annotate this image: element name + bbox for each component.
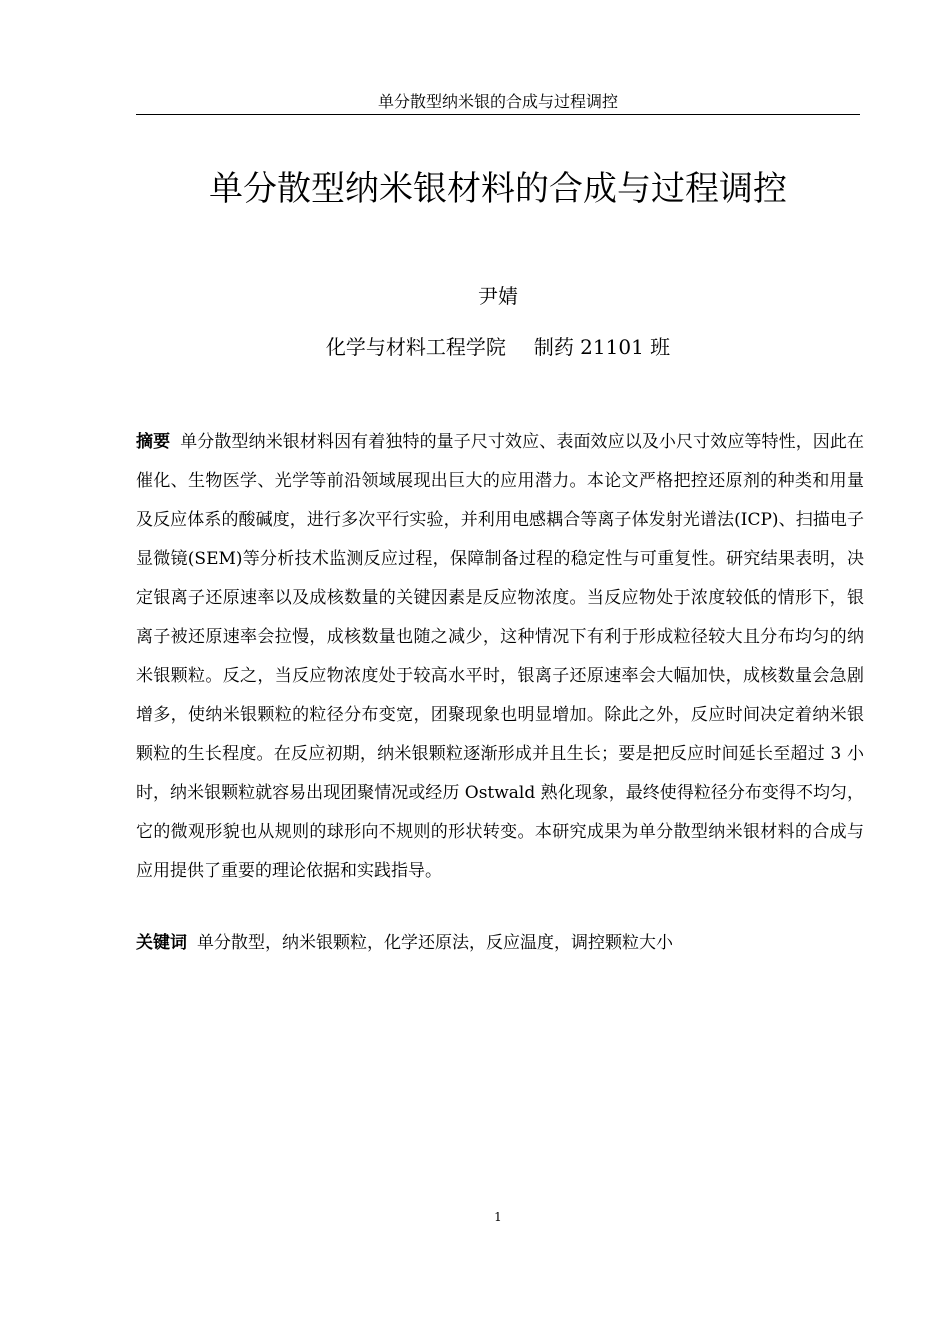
paper-title: 单分散型纳米银材料的合成与过程调控 xyxy=(209,168,787,209)
page-number: 1 xyxy=(494,1210,502,1224)
author-name: 尹婧 xyxy=(478,284,518,308)
keywords-section xyxy=(136,926,864,960)
class-name: 制药 21101 班 xyxy=(533,335,671,359)
affiliation xyxy=(100,332,896,362)
keywords-label: 关键词 xyxy=(136,933,187,953)
abstract-label: 摘要 xyxy=(136,432,171,452)
keywords-text: 单分散型，纳米银颗粒，化学还原法，反应温度，调控颗粒大小 xyxy=(197,933,673,953)
abstract-text: 单分散型纳米银材料因有着独特的量子尺寸效应、表面效应以及小尺寸效应等特性，因此在催化、生物医学、光学等前沿领域展现出巨大的应用潜力。本论文严格把控还原剂的种类和用量及反应体系的酸碱度，进行多次平行实验，并利用电感耦合等离子体发射光谱法(ICP)、扫描电子显微镜(SEM)等分析技术监测反应过程，保障制备过程的稳定性与可重复性。研究结果表明，决定银离子还原速率以及成核数量的关键因素是反应物浓度。当反应物处于浓度较低的情形下，银离子被还原速率会拉慢，成核数量也随之减少，这种情况下有利于形成粒径较大且分布均匀的纳米银颗粒。反之，当反应物浓度处于较高水平时，银离子还原速率会大幅加快，成核数量会急剧增多，使纳米银颗粒的粒径分布变宽，团聚现象也明显增加。除此之外，反应时间决定着纳米银颗粒的生长程度。在反应初期，纳米银颗粒逐渐形成并且生长；要是把反应时间延长至超过 3 小时，纳米银颗粒就容易出现团聚情况或经历 Ostwald 熟化现象，最终使得粒径分布变得不均匀，它的微观形貌也从规则的球形向不规则的形状转变。本研究成果为单分散型纳米银材料的合成与应用提供了重要的理论依据和实践指导。 xyxy=(136,432,865,881)
school-name: 化学与材料工程学院 xyxy=(325,335,506,359)
abstract-section xyxy=(136,423,864,891)
running-header: 单分散型纳米银的合成与过程调控 xyxy=(136,92,860,115)
